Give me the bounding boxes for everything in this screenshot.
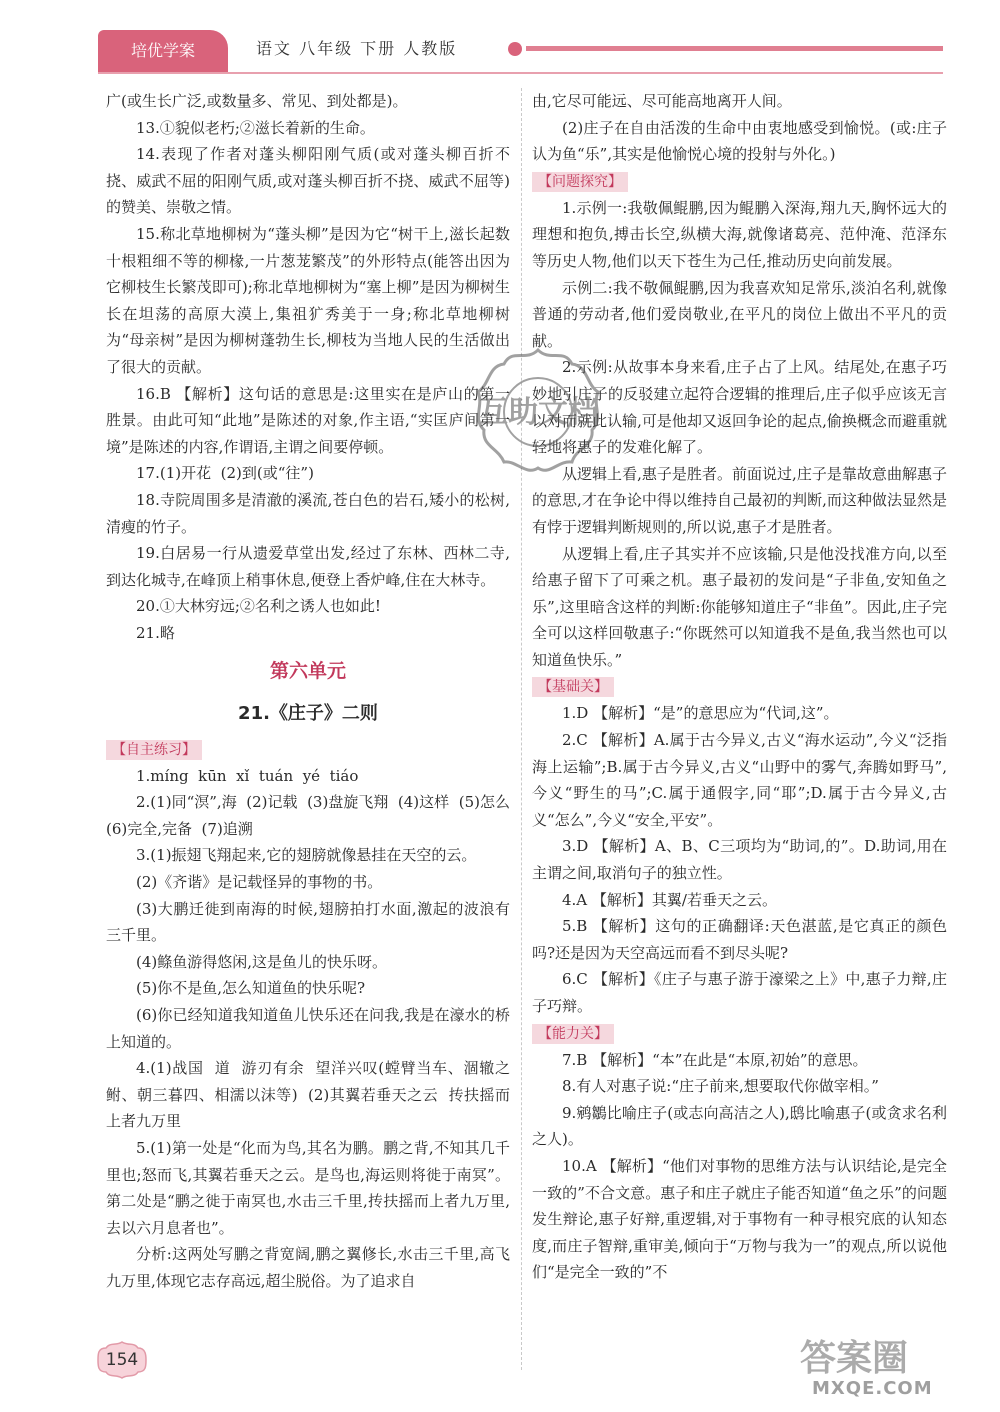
answer-paragraph: 从逻辑上看,惠子是胜者。前面说过,庄子是靠故意曲解惠子的意思,才在争论中得以维持自己最初的判断,而这种做法显然是有悖于逻辑判断规则的,所以说,惠子才是胜者。 <box>532 464 947 536</box>
section-tag-zizhu: 【自主练习】 <box>106 740 202 760</box>
watermark-logo: 答案圈 <box>800 1338 909 1379</box>
answer-paragraph: (6)你已经知道我知道鱼儿快乐还在问我,我是在濠水的桥上知道的。 <box>106 1006 510 1051</box>
answer-list-zizhu <box>106 763 520 1295</box>
answer-paragraph: (2)《齐谐》是记载怪异的事物的书。 <box>136 873 383 892</box>
right-column <box>532 88 947 1286</box>
unit-title: 第六单元 <box>269 660 346 683</box>
answer-paragraph: 2.(1)同“溟”,海 (2)记载 (3)盘旋飞翔 (4)这样 (5)怎么 (6)完全,完备 (7)追溯 <box>106 793 520 838</box>
answer-paragraph: 分析:这两处写鹏之背宽阔,鹏之翼修长,水击三千里,高飞九万里,体现它志存高远,超尘脱俗。为了追求自 <box>106 1245 510 1290</box>
section-tag-jichu: 【基础关】 <box>532 677 614 697</box>
left-column <box>106 88 520 1295</box>
answer-paragraph: 1.示例一:我敬佩鲲鹏,因为鲲鹏入深海,翔九天,胸怀远大的理想和抱负,搏击长空,纵横大海,就像诸葛亮、范仲淹、范泽东等历史人物,他们以天下苍生为己任,推动历史向前发展。 <box>532 198 947 270</box>
page-number: 154 <box>105 1350 139 1370</box>
header-rule <box>526 46 943 51</box>
answer-paragraph: 4.(1)战国 道 游刃有余 望洋兴叹(螳臂当车、涸辙之鲋、朝三暮四、相濡以沫等) (2)其翼若垂天之云 抟扶摇而上者九万里 <box>106 1059 510 1131</box>
watermark-url: MXQE.COM <box>812 1378 933 1399</box>
answer-paragraph: 5.(1)第一处是“化而为鸟,其名为鹏。鹏之背,不知其几千里也;怒而飞,其翼若垂天之云。是鸟也,海运则将徙于南冥”。第二处是“鹏之徙于南冥也,水击三千里,抟扶摇而上者九万里,去以六月息者也”。 <box>106 1138 510 1237</box>
answer-paragraph: 6.C 【解析】《庄子与惠子游于濠梁之上》中,惠子力辩,庄子巧辩。 <box>532 970 947 1015</box>
answer-paragraph: 示例二:我不敬佩鲲鹏,因为我喜欢知足常乐,淡泊名利,就像普通的劳动者,他们爱岗敬业,在平凡的岗位上做出不平凡的贡献。 <box>532 278 947 350</box>
answer-paragraph: 18.寺院周围多是清澈的溪流,苍白色的岩石,矮小的松树,清瘦的竹子。 <box>106 490 510 536</box>
answer-paragraph: 2.C 【解析】A.属于古今异义,古义“海水运动”,今义“泛指海上运输”;B.属于古今异义,古义“山野中的雾气,奔腾如野马”,今义“野生的马”;C.属于通假字,同“耶”;D.属于古今异义,古义“怎么”,今义“安全,平安”。 <box>532 731 947 829</box>
header-badge: 培优学案 <box>98 30 228 72</box>
answer-paragraph: (2)庄子在自由活泼的生命中由衷地感受到愉悦。(或:庄子认为鱼“乐”,其实是他愉悦心境的投射与外化。) <box>532 118 947 164</box>
answer-paragraph: 16.B 【解析】这句话的意思是:这里实在是庐山的第一胜景。由此可知“此地”是陈述的对象,作主语,“实匡庐间第一境”是陈述的内容,作谓语,主谓之间要停顿。 <box>106 384 510 456</box>
answer-list-jichu <box>532 700 947 1019</box>
answer-paragraph: 1.míng kūn xǐ tuán yé tiáo <box>136 766 359 785</box>
stamp-text: 互助文档 <box>478 395 598 430</box>
answer-paragraph: 13.①貌似老朽;②滋长着新的生命。 <box>136 118 375 137</box>
answer-paragraph: 8.有人对惠子说:“庄子前来,想要取代你做宰相。” <box>562 1077 879 1096</box>
lesson-title: 21.《庄子》二则 <box>238 703 378 725</box>
answer-paragraph: 3.(1)振翅飞翔起来,它的翅膀就像悬挂在天空的云。 <box>136 846 477 865</box>
answer-paragraph: 20.①大林穷远;②名利之诱人也如此! <box>136 597 381 616</box>
answer-paragraph: 2.示例:从故事本身来看,庄子占了上风。结尾处,在惠子巧妙地引庄子的反驳建立起符合逻辑的推理后,庄子似乎应该无言以对而就此认输,可是他却又返回争论的起点,偷换概念而避重就轻地将惠子的发难化解了。 <box>532 358 947 457</box>
header-underline <box>98 72 943 74</box>
answer-paragraph: 从逻辑上看,庄子其实并不应该输,只是他没找准方向,以至给惠子留下了可乘之机。惠子最初的发问是“子非鱼,安知鱼之乐”,这里暗含这样的判断:你能够知道庄子“非鱼”。因此,庄子完全可以这样回敬惠子:“你既然可以知道我不是鱼,我当然也可以知道鱼快乐。” <box>532 544 947 669</box>
answer-paragraph: 9.鹓鶵比喻庄子(或志向高洁之人),鸱比喻惠子(或贪求名利之人)。 <box>532 1103 947 1149</box>
answer-paragraph: 7.B 【解析】“本”在此是“本原,初始”的意思。 <box>562 1050 868 1069</box>
answer-paragraph: (3)大鹏迁徙到南海的时候,翅膀拍打水面,激起的波浪有三千里。 <box>106 899 510 945</box>
answer-paragraph: 21.略 <box>136 623 175 642</box>
answer-paragraph: 由,它尽可能远、尽可能高地离开人间。 <box>532 92 792 110</box>
answer-paragraph: 15.称北草地柳树为“蓬头柳”是因为它“树干上,滋长起数十根粗细不等的柳椽,一片葱茏繁茂”的外形特点(能答出因为它柳枝生长繁茂即可);称北草地柳树为“塞上柳”是因为柳树生长在坦荡的高原大漠上,集祖犷秀美于一身;称北草地柳树为“母亲树”是因为柳树蓬勃生长,柳枝为当地人民的生活做出了很大的贡献。 <box>106 224 510 376</box>
answer-paragraph: 5.B 【解析】这句的正确翻译:天色湛蓝,是它真正的颜色吗?还是因为天空高远而看不到尽头呢? <box>532 917 947 962</box>
section-tag-nengli: 【能力关】 <box>532 1024 614 1044</box>
answer-paragraph: (4)鲦鱼游得悠闲,这是鱼儿的快乐呀。 <box>136 952 388 971</box>
answer-paragraph: 17.(1)开花 (2)到(或“往”) <box>136 464 314 483</box>
answer-paragraph: 14.表现了作者对蓬头柳阳刚气质(或对蓬头柳百折不挠、威武不屈的阳刚气质,或对蓬头柳百折不挠、威武不屈等)的赞美、崇敬之情。 <box>106 145 510 217</box>
answer-list-previous-unit <box>106 88 510 646</box>
column-divider <box>521 88 522 1370</box>
answer-paragraph: (5)你不是鱼,怎么知道鱼的快乐呢? <box>136 979 366 998</box>
stamp-seal-icon <box>468 342 608 482</box>
section-tag-wenti: 【问题探究】 <box>532 172 628 192</box>
answer-list-continued <box>532 88 947 168</box>
answer-paragraph: 3.D 【解析】A、B、C三项均为“助词,的”。D.助词,用在主谓之间,取消句子的独立性。 <box>532 837 947 883</box>
answer-paragraph: 1.D 【解析】“是”的意思应为“代词,这”。 <box>562 704 839 723</box>
header-title: 语文 八年级 下册 人教版 <box>256 39 458 58</box>
answer-list-nengli <box>532 1047 947 1286</box>
answer-paragraph: 4.A 【解析】其翼/若垂天之云。 <box>562 890 777 909</box>
answer-paragraph: 10.A 【解析】“他们对事物的思维方法与认识结论,是完全一致的”不合文意。惠子和庄子就庄子能否知道“鱼之乐”的问题发生辩论,惠子好辩,重逻辑,对于事物有一种寻根究底的认知态度,而庄子智辩,重审美,倾向于“万物与我为一”的观点,所以说他们“是完全一致的”不 <box>532 1156 947 1282</box>
answer-paragraph: 广(或生长广泛,或数量多、常见、到处都是)。 <box>106 92 408 110</box>
header-dot-icon <box>508 42 522 56</box>
page-header <box>98 30 943 74</box>
answer-paragraph: 19.白居易一行从遗爱草堂出发,经过了东林、西林二寺,到达化城寺,在峰顶上稍事休息,便登上香炉峰,住在大林寺。 <box>106 544 510 589</box>
